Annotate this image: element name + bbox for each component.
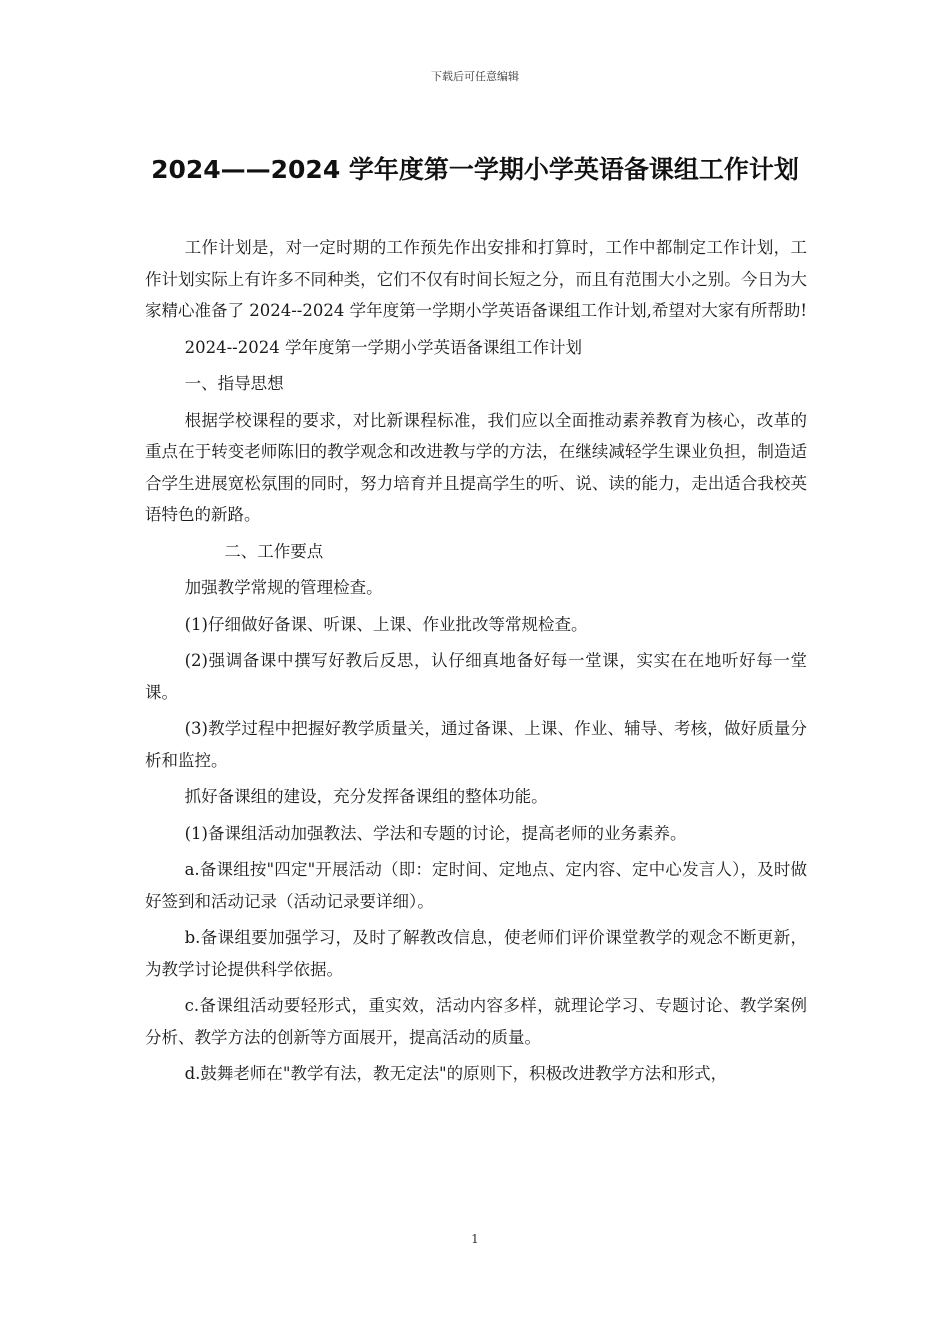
list-item: (2)强调备课中撰写好教后反思，认仔细真地备好每一堂课，实实在在地听好每一堂课。 — [145, 651, 807, 702]
section-heading-work-points: 二、工作要点 — [224, 541, 324, 561]
page-header: 下载后可任意编辑 — [431, 70, 519, 83]
list-item: c.备课组活动要轻形式，重实效，活动内容多样，就理论学习、专题讨论、教学案例分析、教学方法的创新等方面展开，提高活动的质量。 — [145, 996, 807, 1047]
work-point-heading-group: 抓好备课组的建设，充分发挥备课组的整体功能。 — [184, 787, 548, 806]
guiding-ideology-paragraph: 根据学校课程的要求，对比新课程标准，我们应以全面推动素养教育为核心，改革的重点在于转变老师陈旧的教学观念和改进教与学的方法，在继续减轻学生课业负担，制造适合学生进展宽松氛围的同时，努力培育并且提高学生的听、说、读的能力，走出适合我校英语特色的新路。 — [145, 410, 807, 524]
list-item: d.鼓舞老师在"教学有法，教无定法"的原则下，积极改进教学方法和形式， — [184, 1064, 728, 1083]
list-item: (3)教学过程中把握好教学质量关，通过备课、上课、作业、辅导、考核，做好质量分析和监控。 — [145, 719, 807, 770]
list-item: (1)备课组活动加强教法、学法和专题的讨论，提高老师的业务素养。 — [184, 823, 687, 843]
document-body — [145, 232, 807, 1095]
list-item: a.备课组按"四定"开展活动（即：定时间、定地点、定内容、定中心发言人），及时做好签到和活动记录（活动记录要详细）。 — [145, 860, 807, 911]
list-item: (1)仔细做好备课、听课、上课、作业批改等常规检查。 — [184, 614, 588, 634]
section-heading-guiding-ideology: 一、指导思想 — [184, 374, 284, 393]
work-point-heading-routine: 加强教学常规的管理检查。 — [184, 578, 383, 597]
subtitle-paragraph: 2024--2024 学年度第一学期小学英语备课组工作计划 — [184, 337, 582, 357]
page-number: 1 — [471, 1232, 479, 1246]
list-item: b.备课组要加强学习，及时了解教改信息，使老师们评价课堂教学的观念不断更新，为教学讨论提供科学依据。 — [145, 928, 807, 979]
intro-paragraph: 工作计划是，对一定时期的工作预先作出安排和打算时，工作中都制定工作计划，工作计划实际上有许多不同种类，它们不仅有时间长短之分，而且有范围大小之别。今日为大家精心准备了 2024--2024 学年度第一学期小学英语备课组工作计划,希望对大家有所帮助! — [145, 238, 807, 320]
document-title: 2024——2024 学年度第一学期小学英语备课组工作计划 — [151, 155, 799, 184]
